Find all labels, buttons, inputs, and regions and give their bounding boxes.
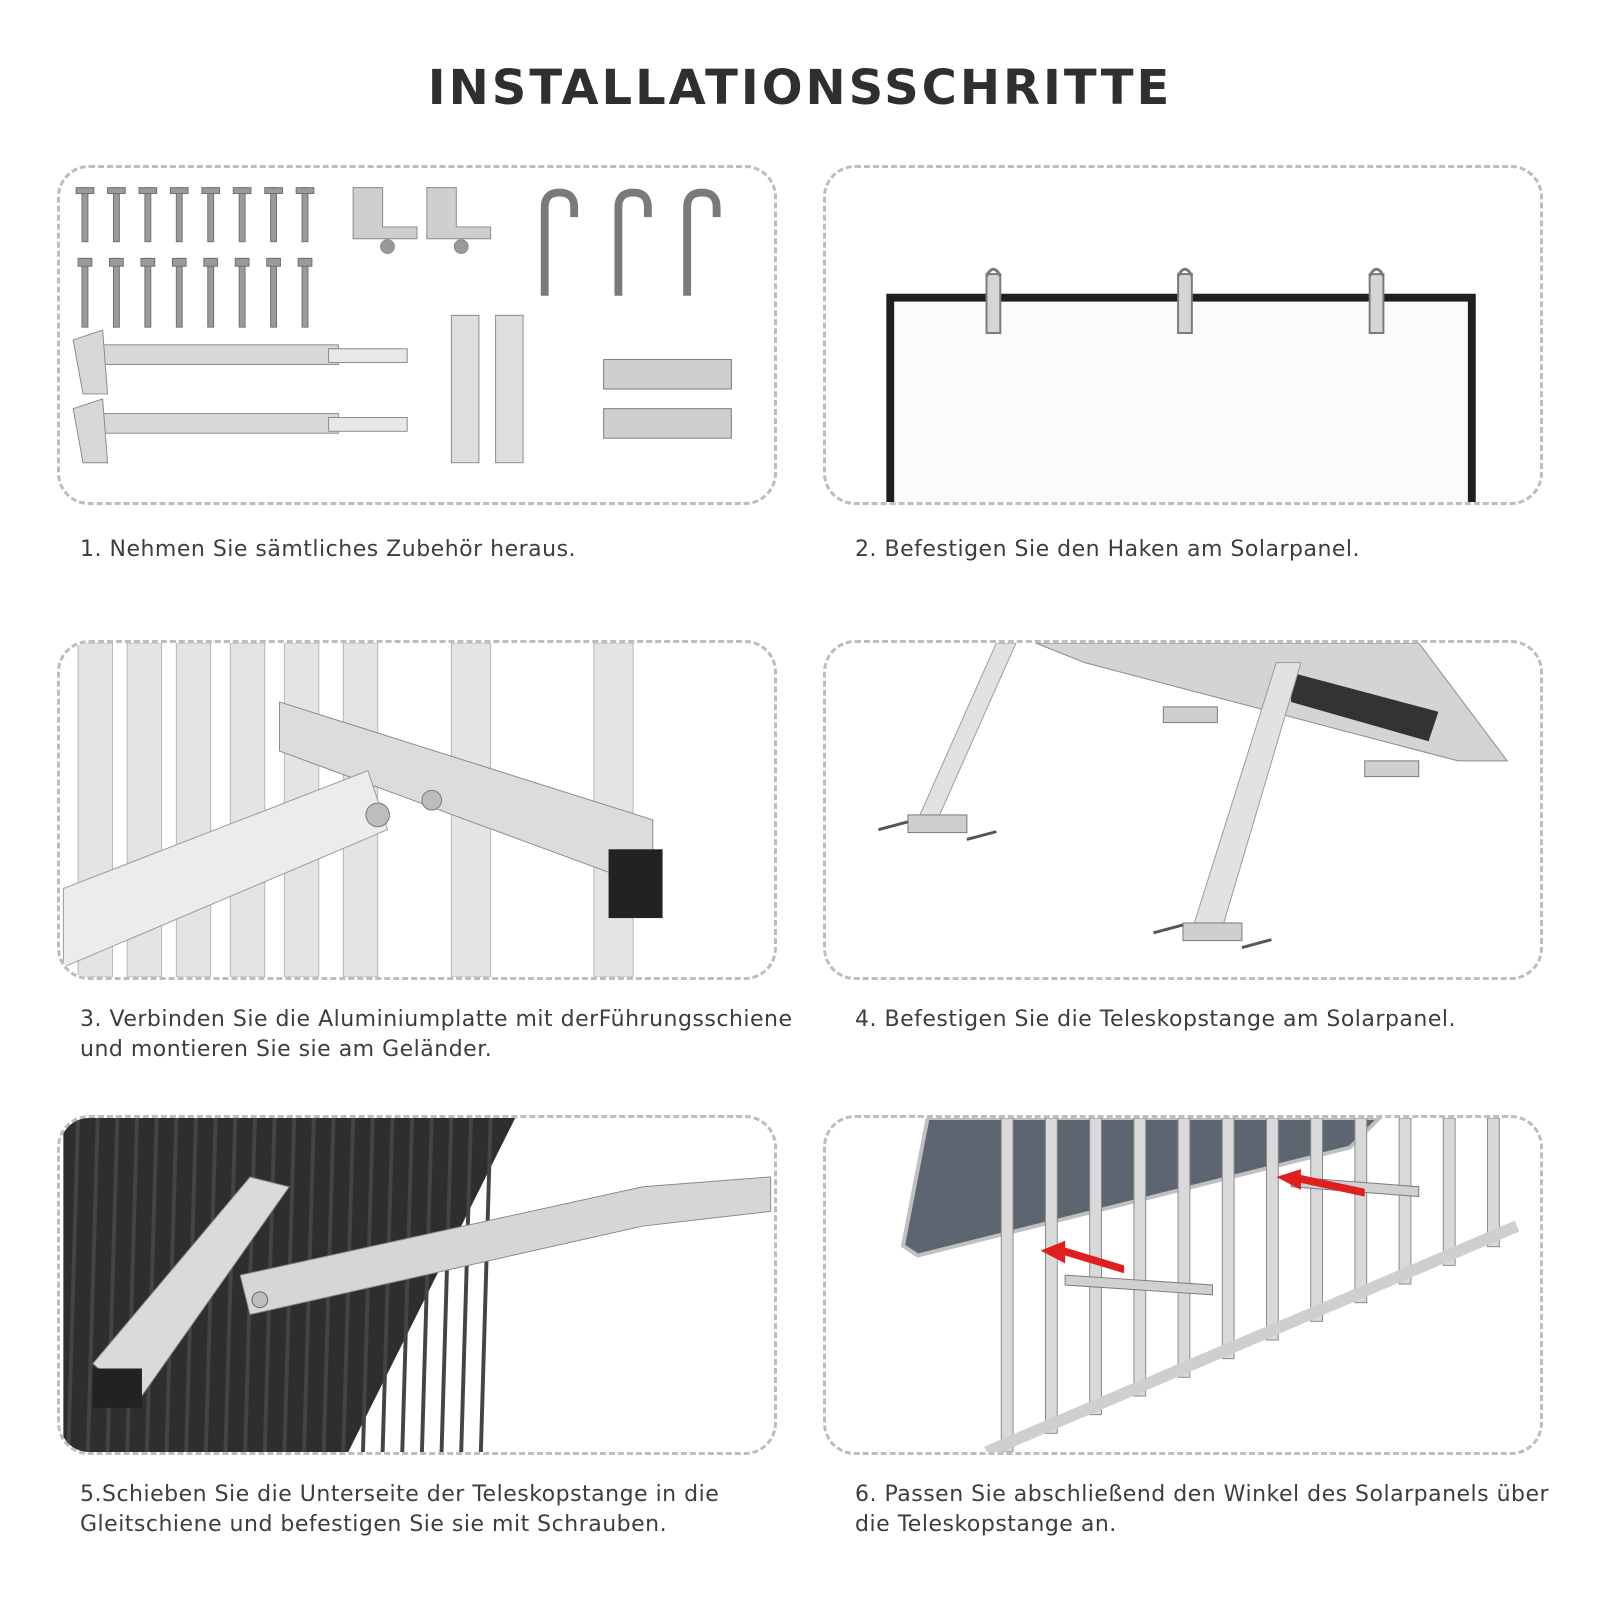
step-1-image (57, 165, 777, 505)
step-6-image (823, 1115, 1543, 1455)
bolt-icon (82, 258, 88, 327)
step-4-caption: 4. Befestigen Sie die Teleskopstange am Solarpanel. (855, 1007, 1456, 1032)
step-1-caption: 1. Nehmen Sie sämtliches Zubehör heraus. (80, 537, 577, 562)
bolt-icon (113, 258, 119, 327)
bolt-icon (82, 188, 88, 242)
telescopic-rods-illustration (826, 643, 1540, 977)
bolt-icon (113, 188, 119, 242)
step-3-image (57, 640, 777, 980)
slide-rail-illustration (60, 1118, 774, 1452)
bolt-icon (239, 258, 245, 327)
bolt-icon (208, 258, 214, 327)
step-4-image (823, 640, 1543, 980)
final-angle-illustration (826, 1118, 1540, 1452)
bolt-icon (271, 188, 277, 242)
step-2-caption: 2. Befestigen Sie den Haken am Solarpanel. (855, 537, 1361, 562)
step-2-image (823, 165, 1543, 505)
step-3-caption: 3. Verbinden Sie die Aluminiumplatte mit derFührungsschiene und montieren Sie sie am Geländer. (80, 1007, 793, 1062)
hooks-on-panel-illustration (826, 168, 1540, 502)
page-title: INSTALLATIONSSCHRITTE (427, 60, 1173, 116)
bolt-icon (176, 258, 182, 327)
bolt-icon (239, 188, 245, 242)
bolt-icon (145, 258, 151, 327)
bolt-icon (302, 188, 308, 242)
accessories-illustration (60, 168, 774, 502)
rail-on-railing-illustration (60, 643, 774, 977)
bolt-icon (302, 258, 308, 327)
step-5-image (57, 1115, 777, 1455)
bolt-icon (208, 188, 214, 242)
step-6-caption: 6. Passen Sie abschließend den Winkel des Solarpanels über die Teleskopstange an. (855, 1482, 1550, 1537)
step-5-caption: 5.Schieben Sie die Unterseite der Teleskopstange in die Gleitschiene und befestigen Sie sie mit Schrauben. (80, 1482, 720, 1537)
bolt-icon (176, 188, 182, 242)
bolt-icon (271, 258, 277, 327)
bolt-icon (145, 188, 151, 242)
